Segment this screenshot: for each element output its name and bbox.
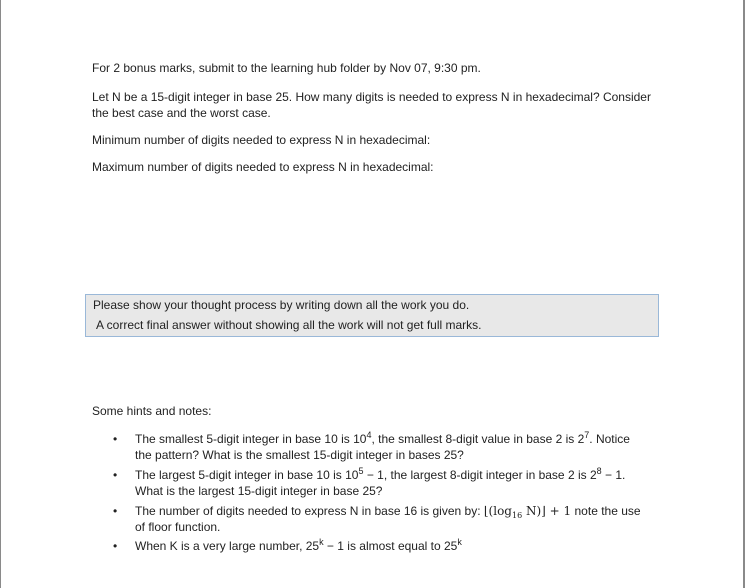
bullet-icon: • [113,468,118,482]
digits-formula: $⌊(\log_{16}$ N)⌋ + 1 [483,504,572,520]
hint-2-line-2: What is the largest 15-digit integer in base 25? [135,484,383,498]
hint-1-line-1: The smallest 5-digit integer in base 10 is $10^4$, the smallest 8-digit value in base 2 is $2^7$. Notice [135,430,630,446]
bullet-icon: • [113,539,118,553]
hint-1-line-2: the pattern? What is the smallest 15-digit integer in bases 25? [135,448,464,462]
bullet-icon: • [113,432,118,446]
question-line-1: Let N be a 15-digit integer in base 25. How many digits is needed to express N in hexadecimal? Consider [92,90,651,104]
hint-3-line-1: The number of digits needed to express N in base 16 is given by: $⌊(\log_{16}$ N)⌋ + 1 note the use [135,504,641,520]
hint-4-line-1: When K is a very large number, $25^k - 1$ is almost equal to 25$^k$ [135,537,462,553]
hint-2-line-1: The largest 5-digit integer in base 10 is $10^5 - 1$, the largest 8-digit integer in base 2 is $2^8 - 1$. [135,466,626,482]
min-digits-label: Minimum number of digits needed to express N in hexadecimal: [92,133,431,147]
hint-3-line-2: of floor function. [135,520,221,534]
work-callout-box [85,294,659,337]
hints-heading: Some hints and notes: [92,404,212,418]
bullet-icon: • [113,504,118,518]
max-digits-label: Maximum number of digits needed to express N in hexadecimal: [92,160,434,174]
bonus-note: For 2 bonus marks, submit to the learning hub folder by Nov 07, 9:30 pm. [92,61,481,75]
callout-line-1: Please show your thought process by writing down all the work you do. [93,298,470,312]
callout-line-2: A correct final answer without showing all the work will not get full marks. [96,318,482,332]
question-line-2: the best case and the worst case. [92,106,271,120]
